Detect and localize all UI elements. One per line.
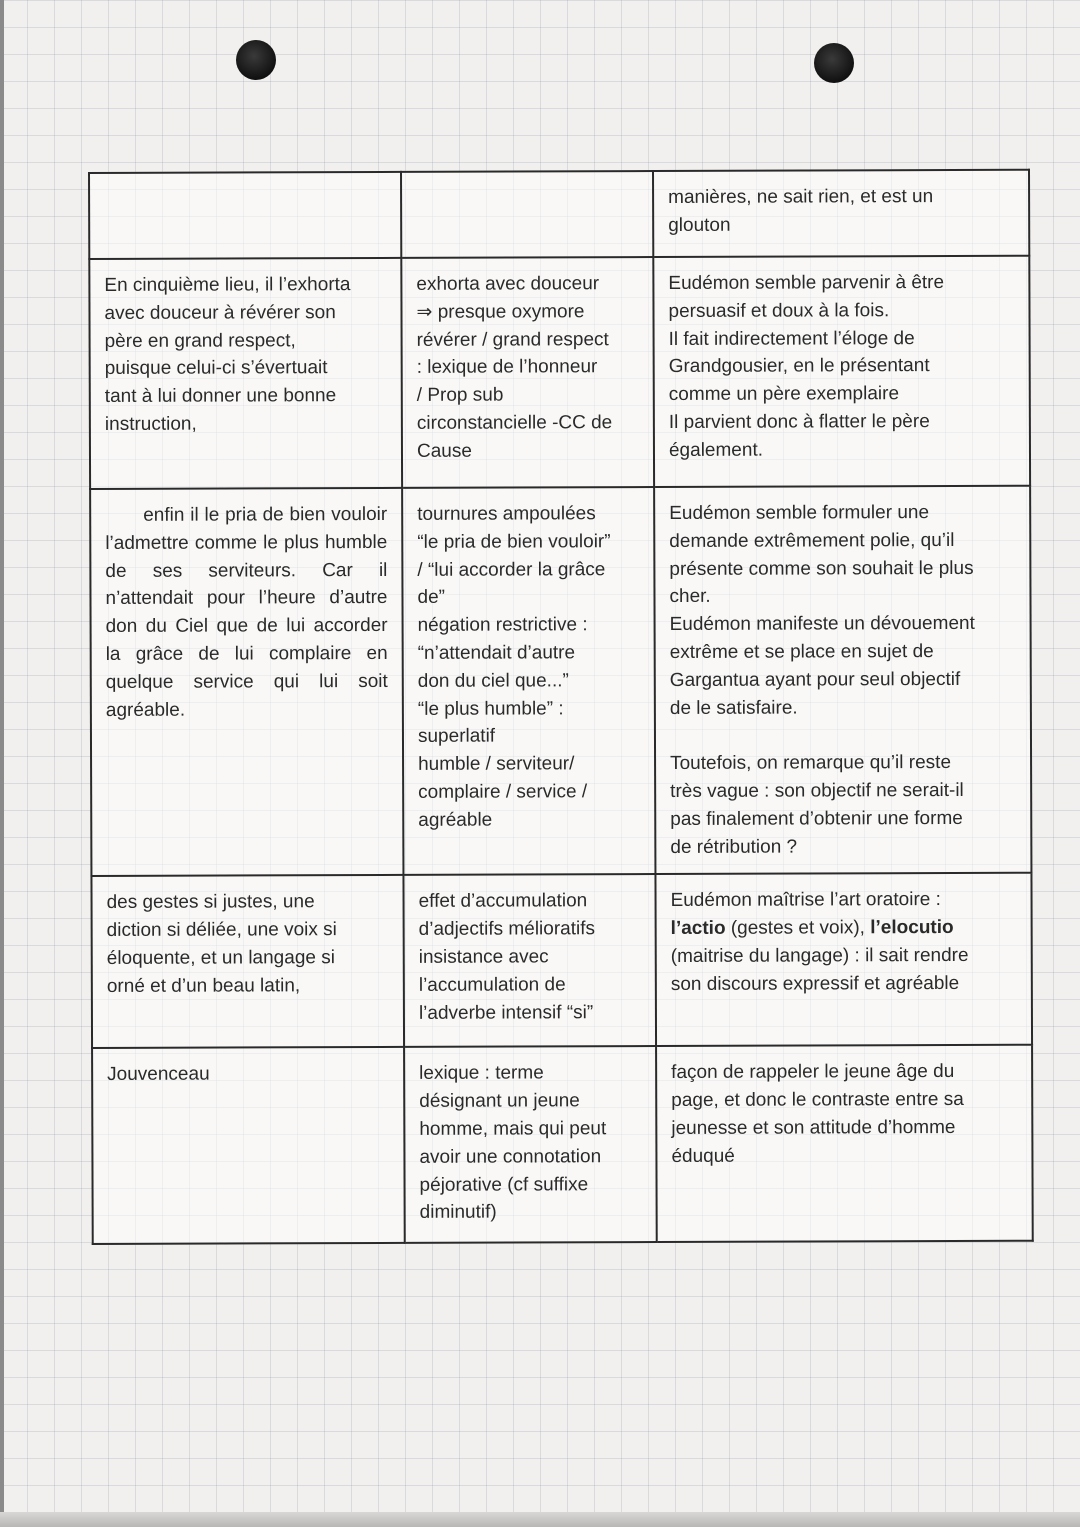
cell-procedes: exhorta avec douceur ⇒ presque oxymore révérer / grand respect : lexique de l’honneur / Prop sub circonstancielle -CC de Cause (401, 257, 654, 488)
table-row (90, 486, 1031, 877)
cell-quote (90, 488, 403, 876)
cell-quote: des gestes si justes, une diction si déliée, une voix si éloquente, et un langage si orné et d’un beau latin, (91, 875, 404, 1048)
term-actio: l’actio (670, 917, 726, 940)
cell-quote (89, 172, 401, 259)
cell-interpretation: Eudémon maîtrise l’art oratoire : l’actio (gestes et voix), l’elocutio (maitrise du langage) : il sait rendre son discours expressif et agréable (655, 873, 1032, 1046)
quote-paragraph: enfin il le pria de bien vouloir l’admettre comme le plus humble de ses serviteurs. Car il n’attendait pour l’heure d’autre don du Ciel que de lui accorder la grâce de lui complaire en quelque service qui lui soit agréable. (105, 503, 388, 721)
paper-left-edge (0, 0, 4, 1527)
cell-interpretation: façon de rappeler le jeune âge du page, et donc le contraste entre sa jeunesse et son attitude d’homme éduqué (656, 1045, 1033, 1242)
cell-interpretation: Eudémon semble formuler une demande extrêmement polie, qu’il présente comme son souhait le plus cher. Eudémon manifeste un dévouement extrême et se place en sujet de Gargantua ayant pour seul objectif de le satisfaire. Toutefois, on remarque qu’il reste très vague : son objectif ne serait-il pas finalement d’obtenir une forme de rétribution ? (654, 486, 1031, 875)
cell-procedes (401, 171, 653, 258)
table-row (92, 1045, 1033, 1244)
cell-interpretation: manières, ne sait rien, et est un glouton (653, 170, 1029, 257)
term-elocutio: l’elocutio (870, 917, 954, 939)
paper-bottom-edge (0, 1512, 1080, 1527)
binder-hole-right (814, 43, 854, 83)
cell-procedes: effet d’accumulation d’adjectifs mélioratifs insistance avec l’accumulation de l’adverbe intensif “si” (403, 874, 656, 1047)
cell-quote: Jouvenceau (92, 1047, 405, 1244)
cell-interpretation: Eudémon semble parvenir à être persuasif et doux à la fois. Il fait indirectement l’éloge de Grandgousier, en le présentant comme un père exemplaire Il parvient donc à flatter le père également. (653, 256, 1030, 487)
binder-hole-left (236, 40, 276, 80)
table-row (89, 170, 1029, 259)
cell-procedes: lexique : terme désignant un jeune homme, mais qui peut avoir une connotation péjorative (cf suffixe diminutif) (404, 1046, 657, 1243)
table-row (89, 256, 1030, 489)
cell-quote: En cinquième lieu, il l’exhorta avec douceur à révérer son père en grand respect, puisque celui-ci s’évertuait tant à lui donner une bonne instruction, (89, 258, 402, 489)
printed-sheet (88, 169, 1032, 1238)
table-row (91, 873, 1032, 1048)
analysis-table (88, 169, 1034, 1246)
cell-procedes: tournures ampoulées “le pria de bien vouloir” / “lui accorder la grâce de” négation restrictive : “n’attendait d’autre don du ciel que...” “le plus humble” : superlatif humble / serviteur/ complaire / service / agréable (402, 487, 655, 875)
